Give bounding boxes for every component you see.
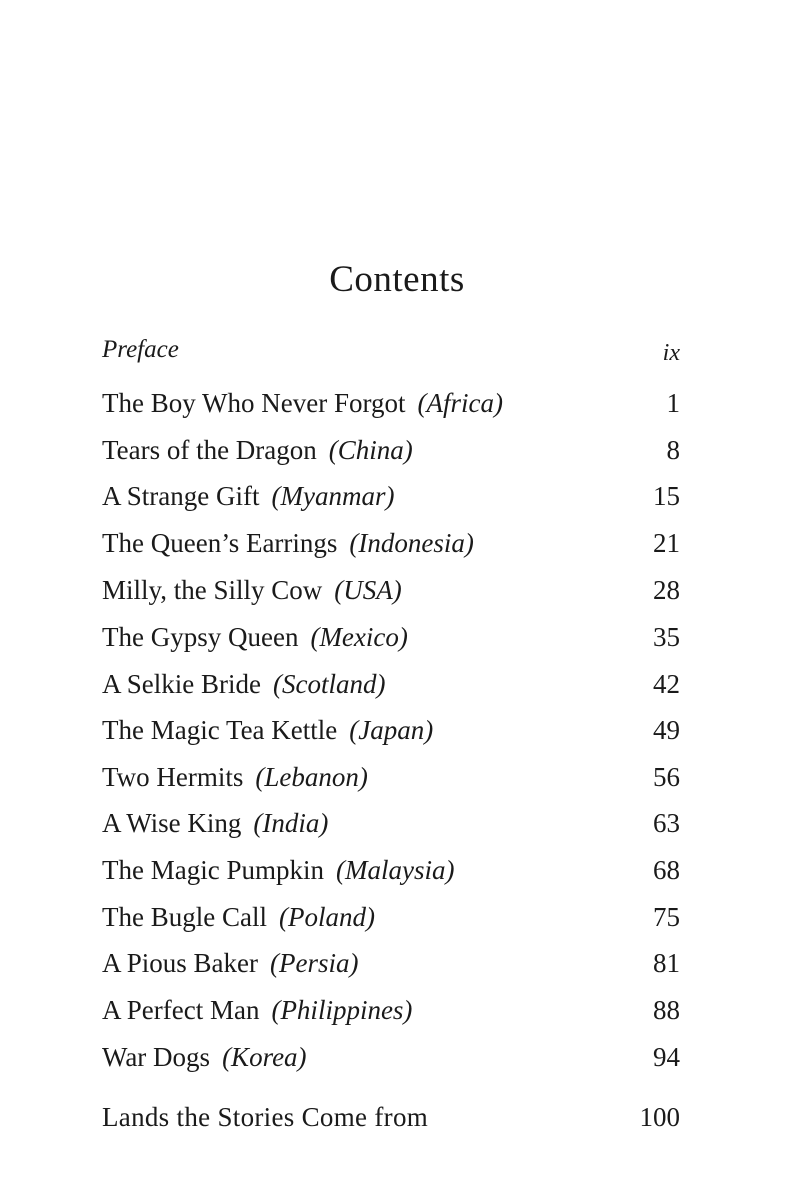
toc-entry-region: (Lebanon): [255, 762, 368, 792]
toc-entry-preface[interactable]: [102, 330, 680, 370]
toc-entry[interactable]: [102, 570, 680, 610]
toc-entry-title: A Perfect Man: [102, 995, 260, 1025]
toc-entry-region: (Japan): [349, 715, 434, 745]
toc-page-number: 28: [653, 575, 680, 605]
toc-entry[interactable]: [102, 803, 680, 843]
toc-entry-title: The Magic Pumpkin: [102, 855, 324, 885]
toc-page-number: 88: [653, 995, 680, 1025]
toc-page-number: 94: [653, 1042, 680, 1072]
toc-entry-region: (India): [253, 808, 329, 838]
toc-entry[interactable]: [102, 476, 680, 516]
toc-entry-region: (Poland): [278, 902, 375, 932]
toc-entry-title: The Gypsy Queen: [102, 622, 299, 652]
toc-entry-region: (Mexico): [310, 622, 408, 652]
toc-entry-title: A Selkie Bride: [102, 669, 261, 699]
toc-page-number: 68: [653, 855, 680, 885]
toc-page-number: 56: [653, 762, 680, 792]
toc-entry-region: (Scotland): [272, 669, 386, 699]
toc-page-number: 75: [653, 902, 680, 932]
toc-entry-region: (USA): [334, 575, 402, 605]
toc-entry-title: The Boy Who Never Forgot: [102, 388, 406, 418]
toc-entry-region: (Myanmar): [271, 481, 395, 511]
toc-entry-title: A Strange Gift: [102, 481, 260, 511]
toc-entry-region: (Persia): [270, 948, 359, 978]
toc-entry[interactable]: [102, 710, 680, 750]
toc-entry-title: A Pious Baker: [102, 948, 259, 978]
toc-entry-title: A Wise King: [102, 808, 242, 838]
toc-entry[interactable]: [102, 897, 680, 937]
toc-page-number: 49: [653, 715, 680, 745]
toc-entry-title: War Dogs: [102, 1042, 211, 1072]
toc-entry-title: Milly, the Silly Cow: [102, 575, 323, 605]
toc-page-number: 21: [653, 528, 680, 558]
toc-entry[interactable]: [102, 850, 680, 890]
toc-page-number: ix: [662, 340, 680, 366]
toc-entry[interactable]: [102, 1037, 680, 1077]
toc-entry-appendix[interactable]: [102, 1097, 680, 1137]
toc-entry-title: Tears of the Dragon: [102, 435, 317, 465]
toc-entry-region: (Indonesia): [349, 528, 474, 558]
toc-entry-title: Preface: [102, 336, 179, 363]
toc-entry[interactable]: [102, 523, 680, 563]
toc-page-number: 8: [666, 435, 680, 465]
toc-entry[interactable]: [102, 943, 680, 983]
toc-page-number: 1: [666, 388, 680, 418]
toc-entry[interactable]: [102, 430, 680, 470]
toc-page-number: 81: [653, 948, 680, 978]
toc-entry-region: (Malaysia): [335, 855, 455, 885]
toc-entry-title: Two Hermits: [102, 762, 244, 792]
toc-entry[interactable]: [102, 990, 680, 1030]
page-title: Contents: [329, 259, 465, 300]
toc-page-number: 42: [653, 669, 680, 699]
toc-page-number: 63: [653, 808, 680, 838]
toc-entry-title: The Magic Tea Kettle: [102, 715, 338, 745]
toc-entry-region: (Africa): [417, 388, 503, 418]
toc-page-number: 35: [653, 622, 680, 652]
toc-entry-region: (Philippines): [271, 995, 413, 1025]
toc-entry[interactable]: [102, 664, 680, 704]
toc-entry-title: Lands the Stories Come from: [102, 1102, 429, 1132]
toc-entry-region: (Korea): [222, 1042, 307, 1072]
toc-entry[interactable]: [102, 757, 680, 797]
toc-entry-region: (China): [328, 435, 413, 465]
toc-page-number: 100: [639, 1102, 680, 1132]
toc-entry-title: The Queen’s Earrings: [102, 528, 338, 558]
toc-entry[interactable]: [102, 617, 680, 657]
toc-entry[interactable]: [102, 383, 680, 423]
toc-entry-title: The Bugle Call: [102, 902, 267, 932]
toc-page-number: 15: [653, 481, 680, 511]
